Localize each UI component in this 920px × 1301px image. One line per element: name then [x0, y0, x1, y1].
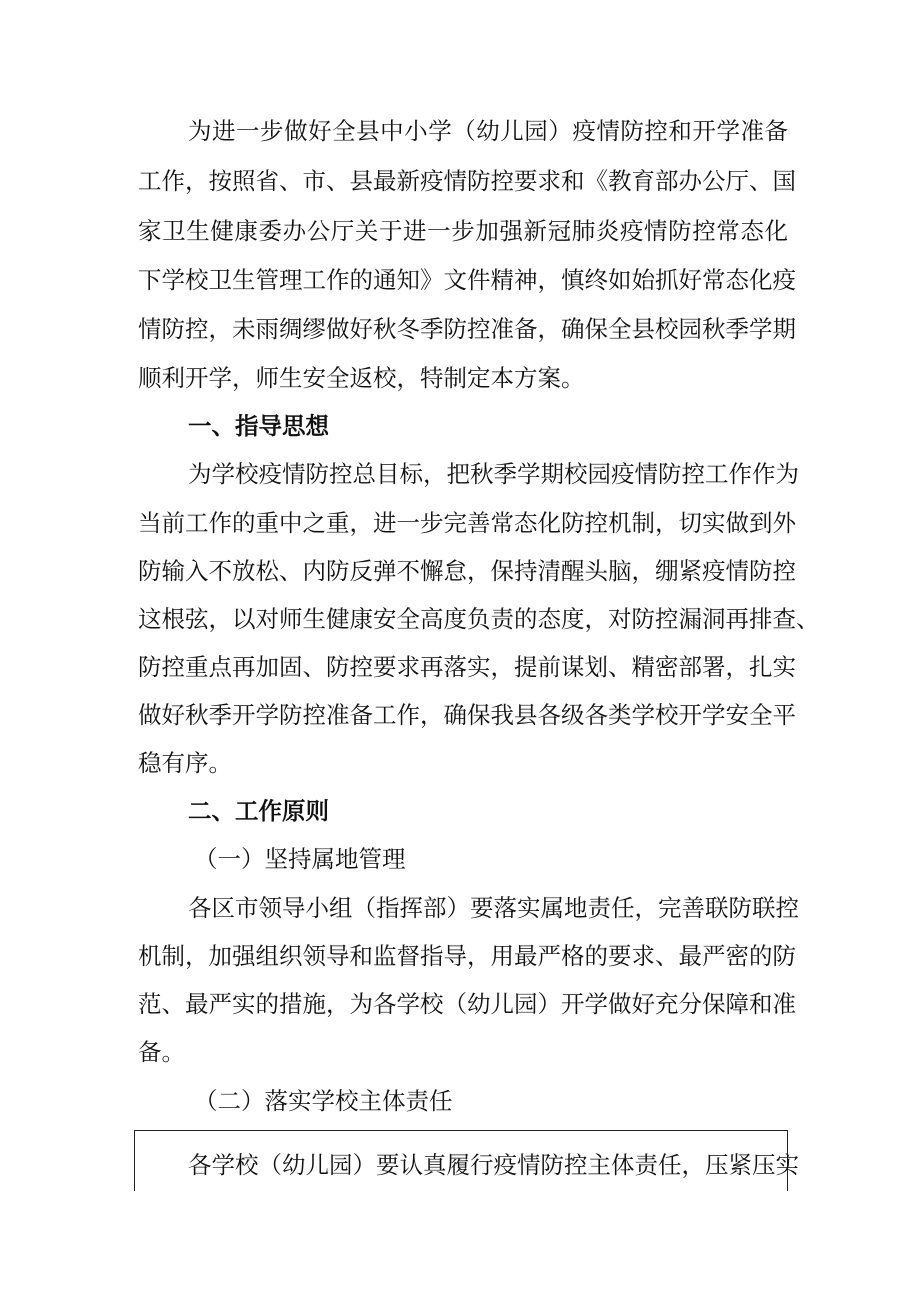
paragraph-line: 备。 — [138, 1038, 185, 1066]
paragraph-line: 防控重点再加固、防控要求再落实，提前谋划、精密部署，扎实 — [138, 653, 796, 681]
paragraph-line: 机制，加强组织领导和监督指导，用最严格的要求、最严密的防 — [138, 942, 796, 970]
paragraph-line: 顺利开学，师生安全返校，特制定本方案。 — [138, 364, 585, 392]
paragraph-line: 稳有序。 — [138, 749, 232, 777]
paragraph-line: 防输入不放松、内防反弹不懈怠，保持清醒头脑，绷紧疫情防控 — [138, 557, 796, 585]
paragraph-line: 范、最严实的措施，为各学校（幼儿园）开学做好充分保障和准 — [138, 990, 796, 1018]
paragraph-line: 为进一步做好全县中小学（幼儿园）疫情防控和开学准备 — [188, 117, 788, 145]
paragraph-line: 工作，按照省、市、县最新疫情防控要求和《教育部办公厅、国 — [138, 167, 796, 195]
paragraph-line: 各区市领导小组（指挥部）要落实属地责任，完善联防联控 — [188, 894, 799, 922]
paragraph-line: 情防控，未雨绸缪做好秋冬季防控准备，确保全县校园秋季学期 — [138, 315, 796, 343]
paragraph-line: 做好秋季开学防控准备工作，确保我县各级各类学校开学安全平 — [138, 701, 796, 729]
section-heading: 二、工作原则 — [188, 797, 329, 825]
paragraph-line: 下学校卫生管理工作的通知》文件精神，慎终如始抓好常态化疫 — [138, 266, 796, 294]
paragraph-line: 家卫生健康委办公厅关于进一步加强新冠肺炎疫情防控常态化 — [138, 217, 788, 245]
paragraph-line: 各学校（幼儿园）要认真履行疫情防控主体责任，压紧压实 — [188, 1151, 799, 1179]
subsection-heading: （二）落实学校主体责任 — [194, 1087, 453, 1115]
paragraph-line: 当前工作的重中之重，进一步完善常态化防控机制，切实做到外 — [138, 509, 796, 537]
paragraph-line: 这根弦，以对师生健康安全高度负责的态度，对防控漏洞再排查、 — [138, 605, 820, 633]
paragraph-line: 为学校疫情防控总目标，把秋季学期校园疫情防控工作作为 — [188, 460, 799, 488]
subsection-heading: （一）坚持属地管理 — [194, 845, 406, 873]
section-heading: 一、指导思想 — [188, 412, 329, 440]
